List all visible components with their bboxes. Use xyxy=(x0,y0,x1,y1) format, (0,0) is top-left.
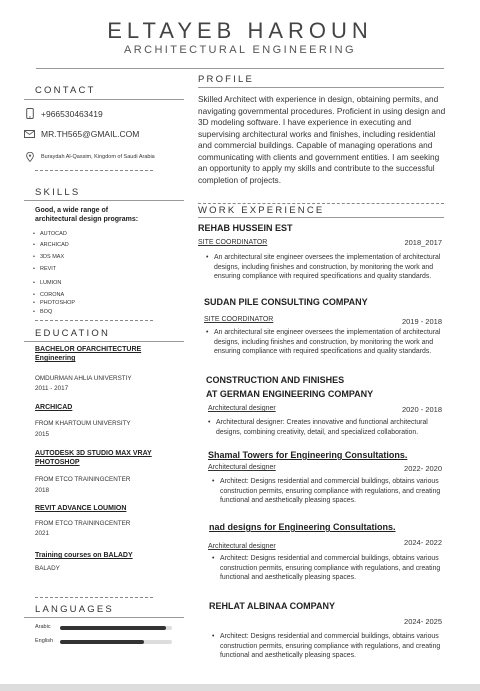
skill-item: • BOQ xyxy=(40,309,52,315)
education-title: Training courses on BALADY xyxy=(35,552,133,559)
skill-item: • LUMION xyxy=(40,280,61,286)
contact-email xyxy=(24,129,139,139)
job-company: nad designs for Engineering Consultations. xyxy=(209,522,396,532)
education-title: AUTODESK 3D STUDIO MAX VRAY PHOTOSHOP xyxy=(35,450,152,466)
job-role: Architectural designer xyxy=(208,405,276,412)
job-company-line2: AT GERMAN ENGINEERING COMPANY xyxy=(206,389,374,399)
language-level-bar xyxy=(60,640,172,644)
education-line: FROM ETCO TRAININGCENTER xyxy=(35,476,131,483)
phone-text[interactable]: +966530463419 xyxy=(41,108,103,119)
phone-icon xyxy=(24,108,35,119)
skill-item: • AUTOCAD xyxy=(40,231,67,237)
header-divider xyxy=(36,68,444,69)
resume-title: ARCHITECTURAL ENGINEERING xyxy=(124,44,356,56)
skills-heading: SKILLS xyxy=(35,187,81,198)
languages-divider xyxy=(24,617,184,618)
page-bottom-band xyxy=(0,684,480,691)
job-company: SUDAN PILE CONSULTING COMPANY xyxy=(204,297,368,307)
location-icon xyxy=(24,152,35,162)
education-heading: EDUCATION xyxy=(35,328,111,339)
job-company: Shamal Towers for Engineering Consultations. xyxy=(208,450,408,460)
job-role: SITE COORDINATOR xyxy=(204,316,274,323)
education-line: 2018 xyxy=(35,487,50,494)
education-title: BACHELOR OFARCHITECTURE Engineering xyxy=(35,346,142,362)
education-line: 2015 xyxy=(35,431,50,438)
email-icon xyxy=(24,130,35,138)
contact-end-divider xyxy=(35,170,153,171)
job-date: 2022- 2020 xyxy=(404,464,442,473)
education-line: 2011 - 2017 xyxy=(35,385,69,392)
skill-item: • CORONA xyxy=(40,292,64,298)
profile-heading: PROFILE xyxy=(198,74,255,85)
education-title: ARCHICAD xyxy=(35,404,73,411)
profile-divider xyxy=(198,87,444,88)
education-line: FROM ETCO TRAININGCENTER xyxy=(35,520,131,527)
education-line: BALADY xyxy=(35,565,60,572)
languages-heading: LANGUAGES xyxy=(35,604,114,615)
job-date: 2024- 2022 xyxy=(404,538,442,547)
profile-text: Skilled Architect with experience in design, obtaining permits, and navigating governmental procedures. Proficient in using design and 3D modeling software. I have experience in executing and supervising architectural works and finishes, including residential and commercial buildings. Capable of managing operations and communicating with clients and government entities. I am seeking an opportunity to apply my skills and contribute to the successful completion of projects. xyxy=(198,94,446,185)
skills-intro-line2: architectural design programs: xyxy=(35,216,139,223)
education-end-divider xyxy=(35,597,153,598)
education-line: OMDURMAN AHLIA UNIVERSTIY xyxy=(35,375,132,382)
language-level-bar xyxy=(60,626,172,630)
job-company: REHAB HUSSEIN EST xyxy=(198,223,293,233)
job-date: 2024- 2025 xyxy=(404,617,442,626)
skills-end-divider xyxy=(35,320,153,321)
address-text: Buraydah Al-Qassim, Kingdom of Saudi Arabia xyxy=(41,154,155,160)
contact-heading: CONTACT xyxy=(35,85,96,96)
contact-address xyxy=(24,152,155,162)
job-company: REHLAT ALBINAA COMPANY xyxy=(209,601,335,611)
language-name: Arabic xyxy=(35,624,51,630)
contact-divider xyxy=(24,99,184,100)
job-bullet: • Architectural designer: Creates innovative and functional architectural designs, combining creativity, detail, and specialized collaboration. xyxy=(216,418,446,437)
education-title: REVIT ADVANCE LOUMION xyxy=(35,505,127,512)
language-name: English xyxy=(35,638,54,644)
experience-heading: WORK EXPERIENCE xyxy=(198,205,325,216)
job-bullet: • Architect: Designs residential and commercial buildings, obtains various construction permits, ensuring compliance with regulations, and creating functional and aesthetically pleasing spaces. xyxy=(220,477,446,506)
education-divider xyxy=(24,341,184,342)
skill-item: • PHOTOSHOP xyxy=(40,300,75,306)
skill-item: • ARCHICAD xyxy=(40,242,69,248)
profile-end-divider xyxy=(198,203,444,204)
skill-item: • 3DS MAX xyxy=(40,254,64,260)
contact-phone xyxy=(24,108,103,119)
skills-intro xyxy=(35,206,138,224)
job-date: 2018_2017 xyxy=(404,238,442,247)
skill-item: • REVIT xyxy=(40,266,56,272)
skills-intro-line1: Good, a wide range of xyxy=(35,207,109,214)
education-line: FROM KHARTOUM UNIVERSITY xyxy=(35,420,131,427)
job-date: 2020 - 2018 xyxy=(401,405,442,414)
job-date: 2019 - 2018 xyxy=(401,317,442,326)
job-bullet: • Architect: Designs residential and commercial buildings, obtains various construction permits, ensuring compliance with regulations, and creating functional and aesthetically pleasing spaces. xyxy=(220,632,446,661)
job-company-line1: CONSTRUCTION AND FINISHES xyxy=(206,375,345,385)
education-line: 2021 xyxy=(35,530,50,537)
email-text[interactable]: MR.TH565@GMAIL.COM xyxy=(41,129,140,139)
language-level-fill xyxy=(60,640,144,644)
job-bullet: • An architectural site engineer oversees the implementation of architectural designs, including finishes and construction, by monitoring the work and ensuring compliance with required specifications and quality standards. xyxy=(214,253,446,282)
job-bullet: • An architectural site engineer oversees the implementation of architectural designs, including finishes and construction, by monitoring the work and ensuring compliance with required specifications and quality standards. xyxy=(214,328,446,357)
job-role: SITE COORDINATOR xyxy=(198,239,268,246)
job-role: Architectural designer xyxy=(208,543,276,550)
skills-divider xyxy=(24,200,184,201)
experience-divider xyxy=(198,217,444,218)
job-bullet: • Architect: Designs residential and commercial buildings, obtains various construction permits, ensuring compliance with regulations, and creating functional and aesthetically pleasing spaces. xyxy=(220,554,446,583)
resume-name: ELTAYEB HAROUN xyxy=(107,18,373,43)
job-role: Architectural designer xyxy=(208,464,276,471)
language-level-fill xyxy=(60,626,166,630)
